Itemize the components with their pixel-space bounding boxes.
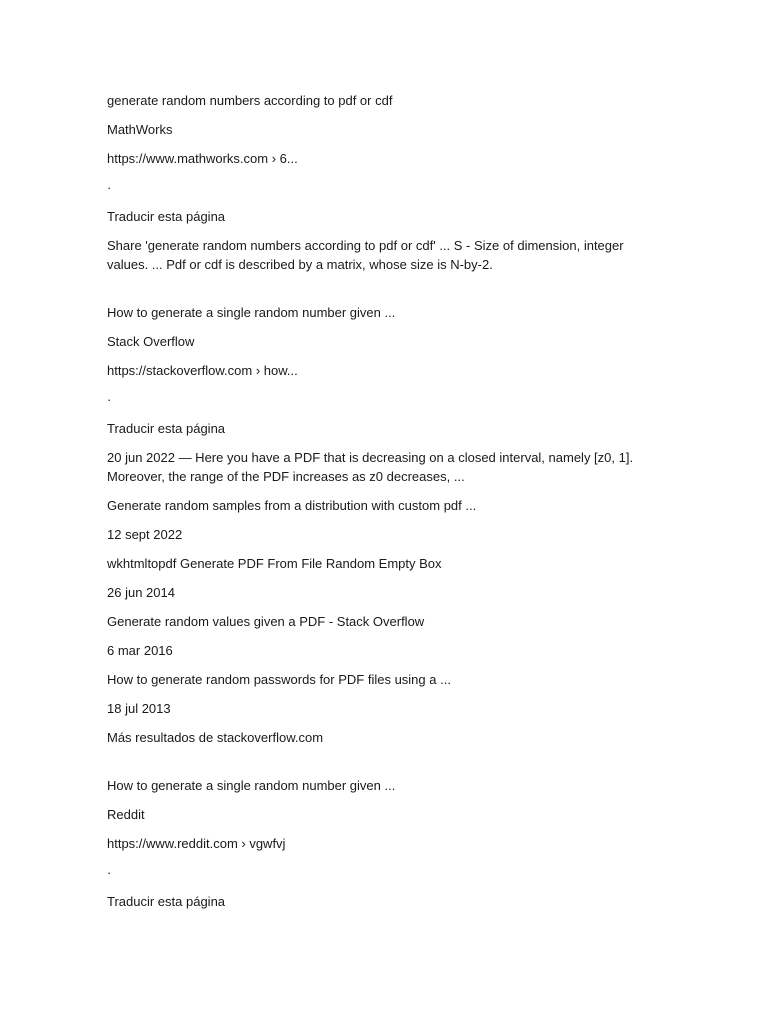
result-dot: · — [107, 392, 112, 407]
result-url[interactable]: https://www.reddit.com › vgwfvj — [107, 836, 286, 851]
document-page — [107, 91, 667, 921]
search-result — [107, 303, 667, 747]
result-source: Stack Overflow — [107, 334, 195, 349]
search-result — [107, 91, 667, 274]
related-result-date: 12 sept 2022 — [107, 527, 183, 542]
related-result-title[interactable]: Generate random values given a PDF - Stack Overflow — [107, 614, 425, 629]
result-spacer — [107, 757, 667, 776]
related-result-title[interactable]: wkhtmltopdf Generate PDF From File Random Empty Box — [107, 556, 442, 571]
result-dot: · — [107, 180, 112, 195]
related-result-title[interactable]: Generate random samples from a distribution with custom pdf ... — [107, 498, 477, 513]
result-title[interactable]: generate random numbers according to pdf or cdf — [107, 93, 393, 108]
translate-link[interactable]: Traducir esta página — [107, 209, 226, 224]
result-title[interactable]: How to generate a single random number given ... — [107, 305, 396, 320]
translate-link[interactable]: Traducir esta página — [107, 894, 226, 909]
result-snippet: Share 'generate random numbers according to pdf or cdf' ... S - Size of dimension, integer values. ... Pdf or cdf is described by a matrix, whose size is N-by-2. — [107, 238, 624, 272]
search-result — [107, 776, 667, 911]
result-source: MathWorks — [107, 122, 173, 137]
result-dot: · — [107, 865, 112, 880]
result-url[interactable]: https://www.mathworks.com › 6... — [107, 151, 298, 166]
result-source: Reddit — [107, 807, 145, 822]
related-result-date: 6 mar 2016 — [107, 643, 173, 658]
result-url[interactable]: https://stackoverflow.com › how... — [107, 363, 298, 378]
translate-link[interactable]: Traducir esta página — [107, 421, 226, 436]
related-result-date: 26 jun 2014 — [107, 585, 175, 600]
related-result-title[interactable]: How to generate random passwords for PDF files using a ... — [107, 672, 451, 687]
more-results-link[interactable]: Más resultados de stackoverflow.com — [107, 730, 324, 745]
result-title[interactable]: How to generate a single random number given ... — [107, 778, 396, 793]
related-result-date: 18 jul 2013 — [107, 701, 171, 716]
result-snippet: 20 jun 2022 — Here you have a PDF that is decreasing on a closed interval, namely [z0, 1]. Moreover, the range of the PDF increases as z0 decreases, ... — [107, 450, 634, 484]
result-spacer — [107, 284, 667, 303]
